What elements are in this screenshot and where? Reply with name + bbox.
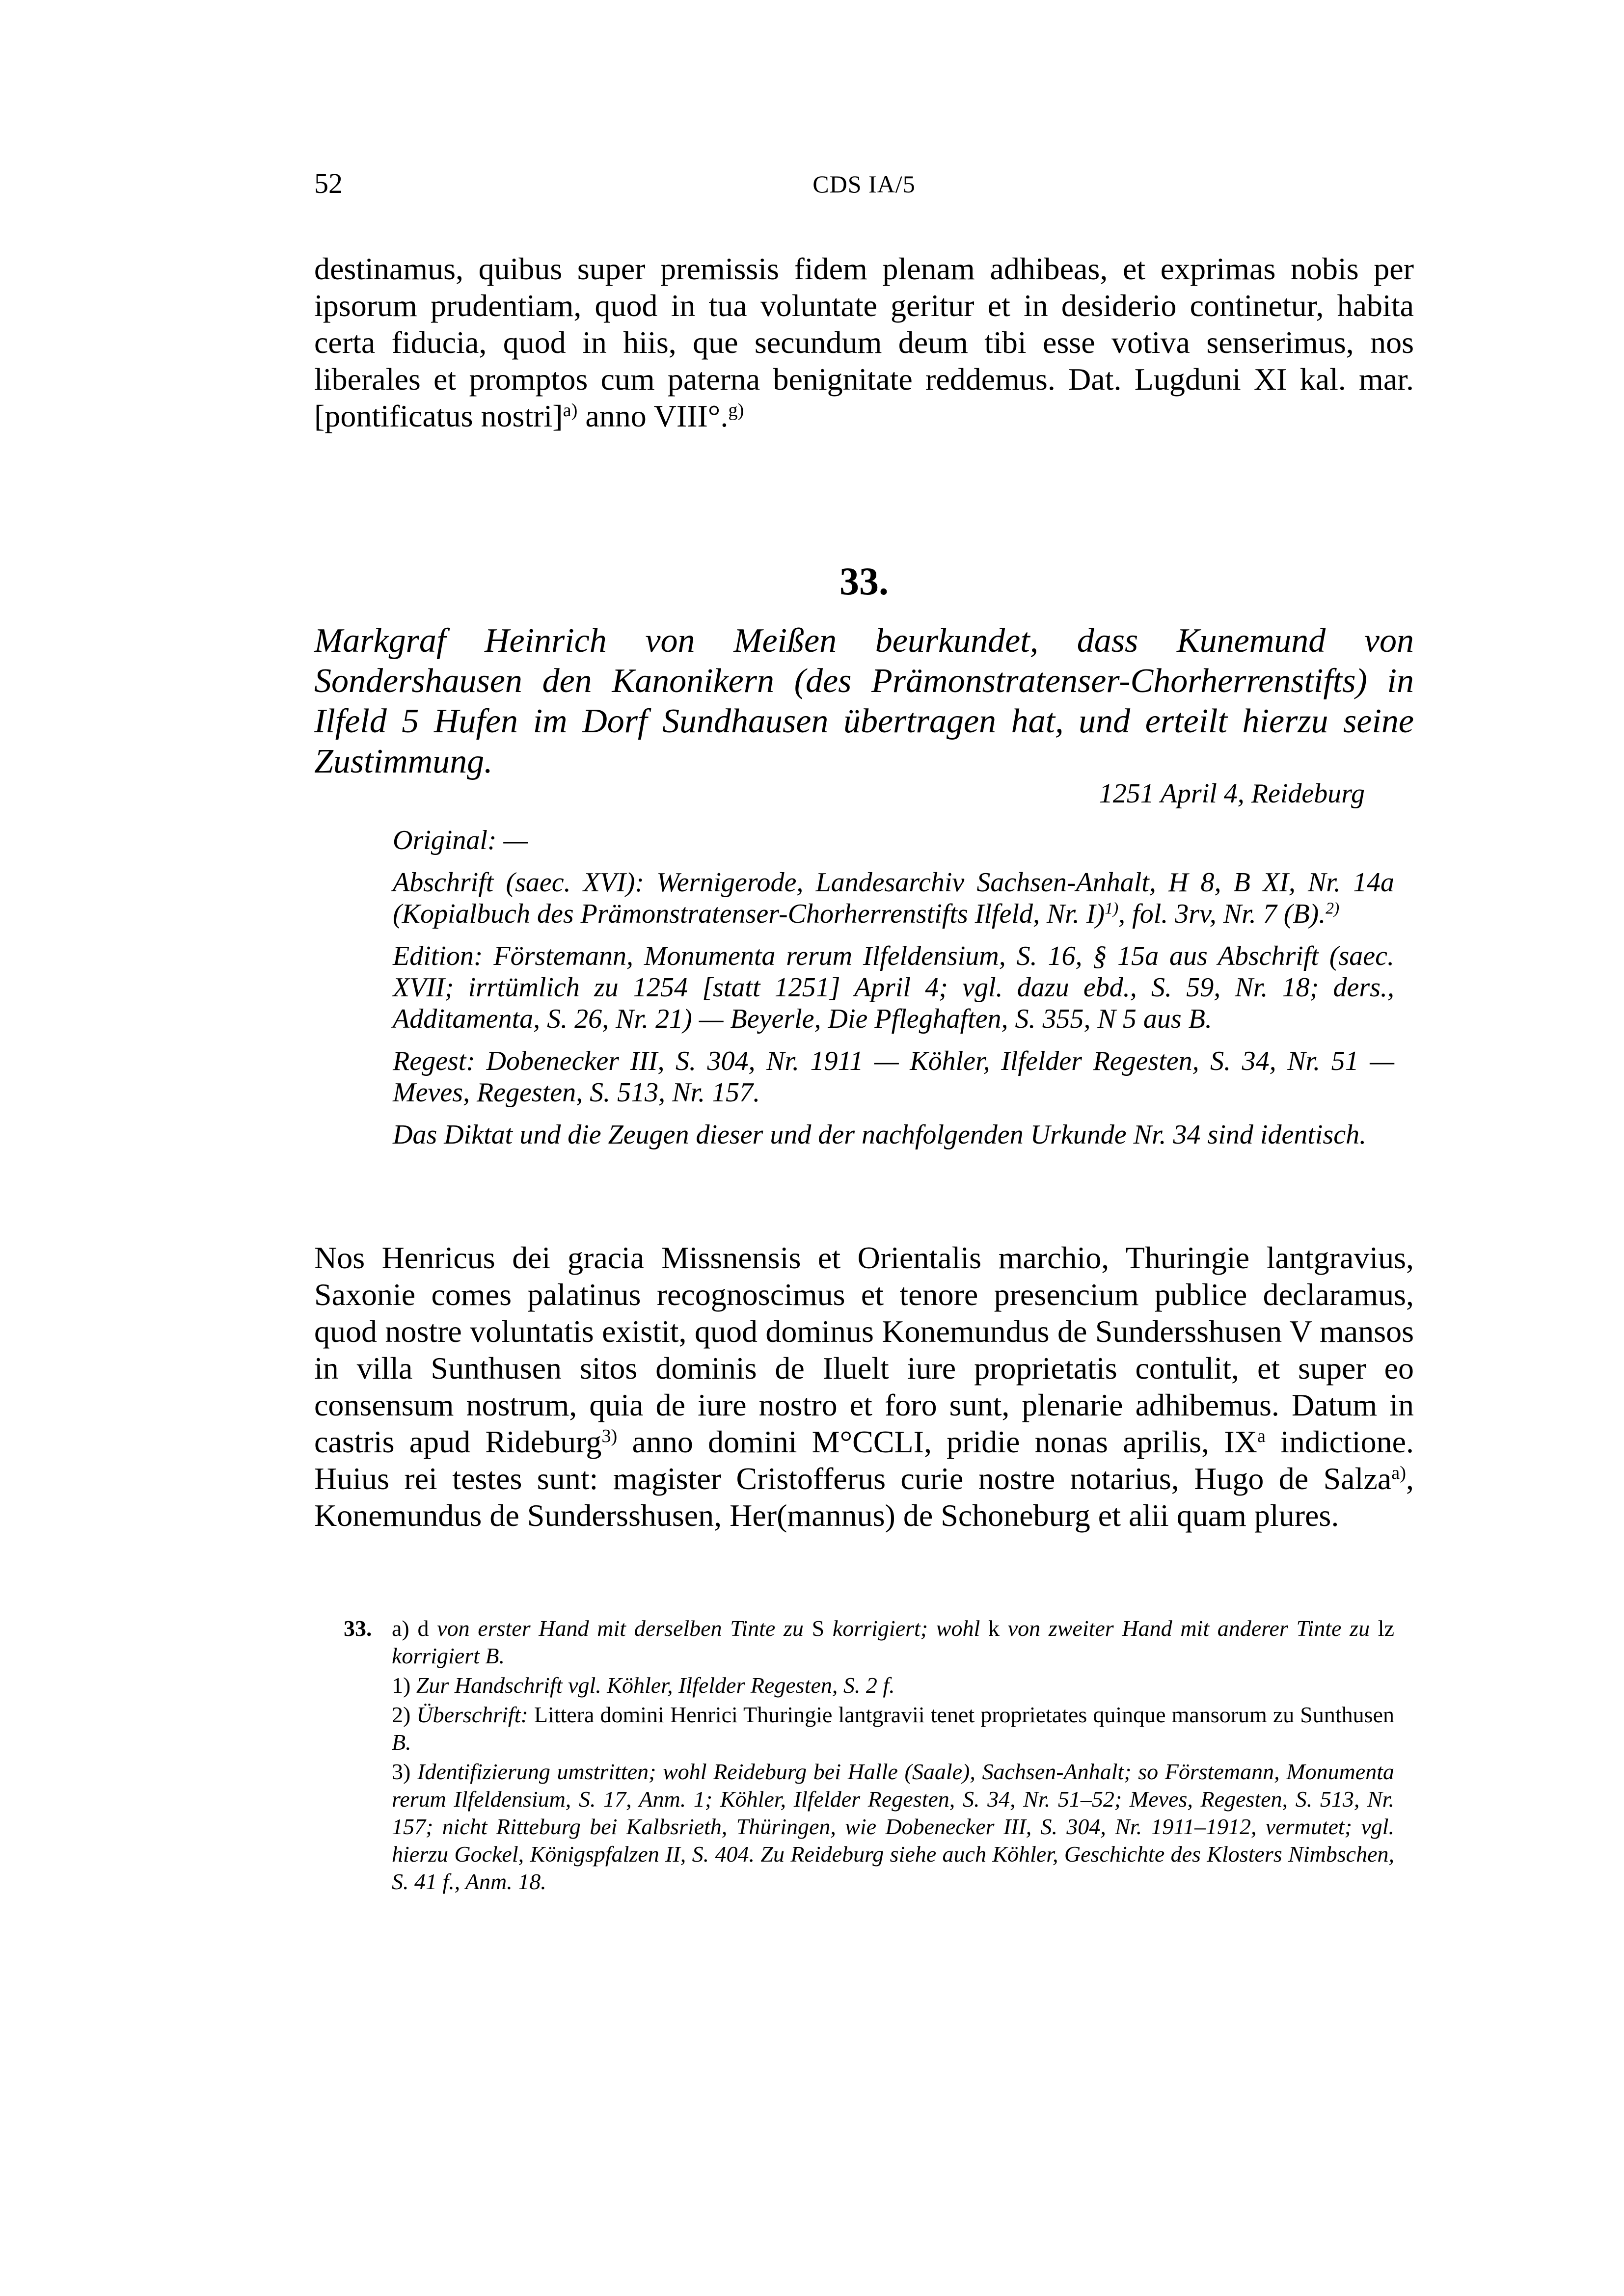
charter-part4: , Konemundus de Sundersshusen, Her(mannus) de Schoneburg et alii quam plures. bbox=[314, 1461, 1414, 1533]
footnote-a-text3: von zweiter Hand mit anderer Tinte zu bbox=[999, 1616, 1378, 1641]
footnote-a-text2: korrigiert; wohl bbox=[824, 1616, 988, 1641]
copy-part1: Abschrift (saec. XVI): Wernigerode, Landesarchiv Sachsen-Anhalt, H 8, B XI, Nr. 14a (Kopialbuch des Prämonstratenser-Chorherrenstifts Ilfeld, Nr. I) bbox=[393, 867, 1394, 929]
footnote-3 bbox=[344, 1758, 1394, 1896]
document-number: 33. bbox=[839, 560, 889, 603]
source-copy bbox=[393, 867, 1394, 930]
continued-text bbox=[314, 250, 1414, 434]
footnote-1 bbox=[344, 1672, 1394, 1699]
footnote-a-letter4: lz bbox=[1378, 1616, 1394, 1641]
footnote-mark-3[interactable]: 3) bbox=[601, 1425, 618, 1446]
document-summary bbox=[314, 621, 1414, 782]
footnotes bbox=[344, 1615, 1394, 1897]
footnote-1-text: Zur Handschrift vgl. Köhler, Ilfelder Regesten, S. 2 f. bbox=[416, 1673, 895, 1698]
continued-part1: destinamus, quibus super premissis fidem plenam adhibeas, et exprimas nobis per ipsorum prudentiam, quod in tua voluntate geritur et in desiderio continetur, habita certa fiducia, quod in hiis, que secundum deum tibi esse votiva senserimus, nos liberales et promptos cum paterna benignitate reddemus. Dat. Lugduni XI kal. mar. [pontificatus nostri] bbox=[314, 251, 1414, 433]
copy-part2: , fol. 3rv, Nr. 7 (B). bbox=[1118, 899, 1326, 929]
footnote-mark-a[interactable]: a) bbox=[563, 400, 578, 421]
summary-text: Markgraf Heinrich von Meißen beurkundet, dass Kunemund von Sondershausen den Kanonikern (des Prämonstratenser-Chorherrenstifts) in Ilfeld 5 Hufen im Dorf Sundhausen übertragen hat, und erteilt hierzu seine Zustimmung. bbox=[314, 622, 1414, 780]
running-title: CDS IA/5 bbox=[812, 170, 916, 198]
charter-part1: Nos Henricus dei gracia Missnensis et Orientalis marchio, Thuringie lantgravius, Saxonie comes palatinus recognoscimus et tenore presencium publice declaramus, quod nostre voluntatis existit, quod dominus Konemundus de Sundersshusen V mansos in villa Sunthusen sitos dominis de Iluelt iure proprietatis contulit, et super eo consensum nostrum, quia de iure nostro et foro sunt, plenarie adhibemus. Datum in castris apud Rideburg bbox=[314, 1240, 1414, 1459]
charter-text bbox=[314, 1239, 1414, 1534]
source-original: Original: — bbox=[393, 825, 528, 855]
sources-block bbox=[393, 825, 1394, 1161]
source-regest: Regest: Dobenecker III, S. 304, Nr. 1911 — Köhler, Ilfelder Regesten, S. 34, Nr. 51 — Meves, Regesten, S. 513, Nr. 157. bbox=[393, 1046, 1394, 1108]
source-edition: Edition: Förstemann, Monumenta rerum Ilfeldensium, S. 16, § 15a aus Abschrift (saec. XVII; irrtümlich zu 1254 [statt 1251] April 4; vgl. dazu ebd., S. 59, Nr. 18; ders., Additamenta, S. 26, Nr. 21) — Beyerle, Die Pfleghaften, S. 355, N 5 aus B. bbox=[393, 941, 1394, 1034]
footnote-mark-2[interactable]: 2) bbox=[1326, 899, 1340, 918]
charter-part2: anno domini M°CCLI, pridie nonas aprilis, IX bbox=[617, 1424, 1257, 1459]
footnote-a-letter2: S bbox=[812, 1616, 825, 1641]
continued-paragraph bbox=[314, 250, 1414, 434]
footnote-3-label: 3) bbox=[392, 1759, 417, 1784]
date-place: 1251 April 4, Reideburg bbox=[1099, 778, 1365, 809]
footnote-a-text1: von erster Hand mit derselben Tinte zu bbox=[429, 1616, 812, 1641]
footnote-mark-a-charter[interactable]: a) bbox=[1391, 1462, 1406, 1483]
source-note: Das Diktat und die Zeugen dieser und der nachfolgenden Urkunde Nr. 34 sind identisch. bbox=[393, 1120, 1367, 1150]
footnote-mark-1[interactable]: 1) bbox=[1105, 899, 1119, 918]
footnote-a bbox=[344, 1615, 1394, 1670]
page-number: 52 bbox=[314, 167, 343, 199]
footnote-a-letter1: d bbox=[417, 1616, 429, 1641]
footnote-doc-number: 33. bbox=[344, 1616, 372, 1641]
continued-part2: anno VIII°. bbox=[577, 399, 729, 433]
page-header bbox=[314, 167, 1414, 211]
footnote-2-label: 2) bbox=[392, 1702, 417, 1727]
footnote-2 bbox=[344, 1701, 1394, 1756]
ordinal-mark: a bbox=[1257, 1425, 1266, 1446]
footnote-2-siglum: B. bbox=[392, 1730, 411, 1755]
charter-paragraph bbox=[314, 1239, 1414, 1534]
footnote-a-letter3: k bbox=[988, 1616, 1000, 1641]
footnote-1-label: 1) bbox=[392, 1673, 416, 1698]
footnote-3-text: Identifizierung umstritten; wohl Reideburg bei Halle (Saale), Sachsen-Anhalt; so Förstemann, Monumenta rerum Ilfeldensium, S. 17, Anm. 1; Köhler, Ilfelder Regesten, S. 34, Nr. 51–52; Meves, Regesten, S. 513, Nr. 157; nicht Ritteburg bei Kalbsrieth, Thüringen, wie Dobenecker III, S. 304, Nr. 1911–1912, vermutet; vgl. hierzu Gockel, Königspfalzen II, S. 404. Zu Reideburg siehe auch Köhler, Geschichte des Klosters Nimbschen, S. 41 f., Anm. 18. bbox=[392, 1759, 1394, 1894]
footnote-mark-g[interactable]: g) bbox=[728, 400, 744, 421]
footnote-a-text4: korrigiert B. bbox=[392, 1643, 505, 1668]
footnote-2-latin: Littera domini Henrici Thuringie lantgravii tenet proprietates quinque mansorum zu Sunthusen bbox=[528, 1702, 1394, 1727]
footnote-a-label: a) bbox=[392, 1616, 418, 1641]
charter-part3: indictione. Huius rei testes sunt: magister Cristofferus curie nostre notarius, Hugo de Salza bbox=[314, 1424, 1414, 1496]
footnote-2-heading: Überschrift: bbox=[416, 1702, 528, 1727]
